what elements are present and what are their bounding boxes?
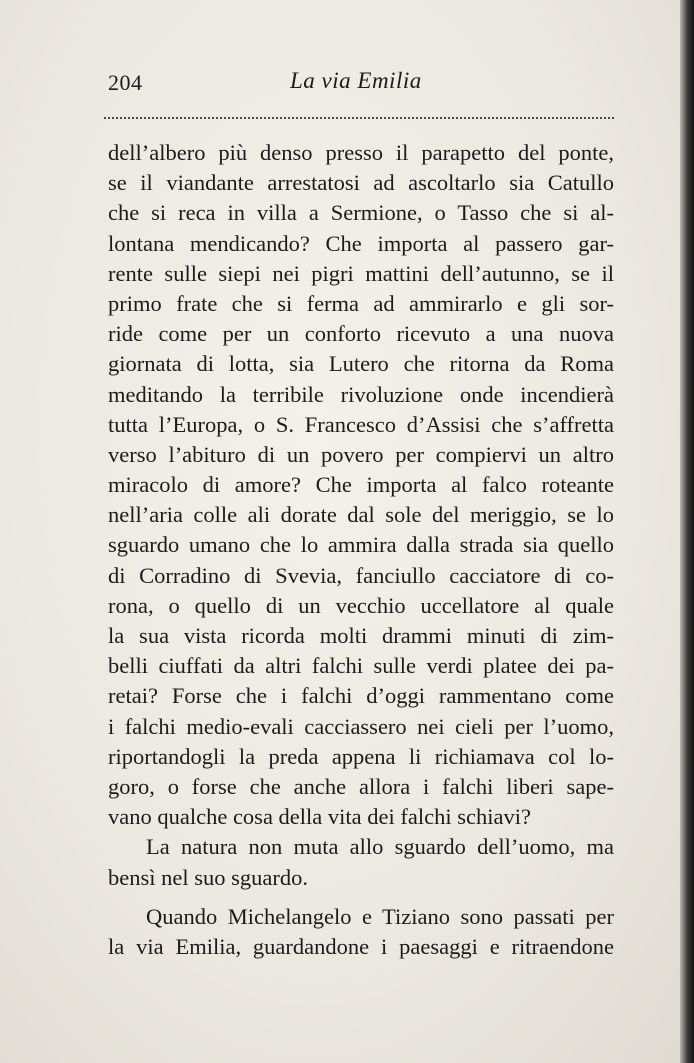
text-line: verso l’abituro di un povero per compiervi un altro — [108, 441, 614, 467]
text-line: lontana mendicando? Che importa al passero gar- — [108, 230, 614, 256]
text-line: tutta l’Europa, o S. Francesco d’Assisi che s’affretta — [108, 411, 614, 437]
page-number: 204 — [108, 70, 143, 95]
text-line: miracolo di amore? Che importa al falco roteante — [108, 472, 614, 498]
text-line: vano qualche cosa della vita dei falchi schiavi? — [108, 804, 531, 830]
header-rule — [104, 117, 614, 119]
text-line: la sua vista ricorda molti drammi minuti di zim- — [108, 623, 614, 648]
text-line: retai? Forse che i falchi d’oggi rammentano come — [108, 683, 614, 709]
text-line: meditando la terribile rivoluzione onde incendierà — [108, 381, 614, 407]
text-line: bensì nel suo sguardo. — [108, 864, 308, 890]
text-line: la via Emilia, guardandone i paesaggi e ritraendone — [108, 933, 614, 959]
text-line: belli ciuffati da altri falchi sulle verdi platee dei pa- — [108, 653, 614, 679]
text-line: riportandogli la preda appena li richiamava col lo- — [108, 743, 614, 769]
text-line: rona, o quello di un vecchio uccellatore al quale — [108, 592, 614, 618]
text-line: se il viandante arrestatosi ad ascoltarlo sia Catullo — [108, 170, 614, 196]
text-line: goro, o forse che anche allora i falchi liberi sape- — [108, 773, 614, 799]
text-line: che si reca in villa a Sermione, o Tasso che si al- — [108, 200, 614, 226]
running-head: La via Emilia — [290, 68, 422, 93]
text-line: nell’aria colle ali dorate dal sole del meriggio, se lo — [108, 502, 614, 528]
text-line: primo frate che si ferma ad ammirarlo e gli sor- — [108, 290, 614, 316]
text-line: dell’albero più denso presso il parapetto del ponte, — [108, 140, 614, 165]
text-line: i falchi medio-evali cacciassero nei cieli per l’uomo, — [108, 713, 614, 739]
paragraph-start-line: Quando Michelangelo e Tiziano sono passati per — [146, 903, 614, 929]
paragraph-start-line: La natura non muta allo sguardo dell’uomo, ma — [146, 834, 614, 860]
paragraph-spacer — [108, 893, 614, 902]
text-line: sguardo umano che lo ammira dalla strada sia quello — [108, 532, 614, 558]
text-line: giornata di lotta, sia Lutero che ritorna da Roma — [108, 351, 614, 377]
body-text — [108, 138, 614, 962]
text-line: ride come per un conforto ricevuto a una nuova — [108, 321, 614, 347]
page-header — [108, 66, 614, 100]
page-edge-shadow — [680, 0, 694, 1063]
text-line: di Corradino di Svevia, fanciullo cacciatore di co- — [108, 562, 614, 588]
text-line: rente sulle siepi nei pigri mattini dell’autunno, se il — [108, 260, 614, 286]
